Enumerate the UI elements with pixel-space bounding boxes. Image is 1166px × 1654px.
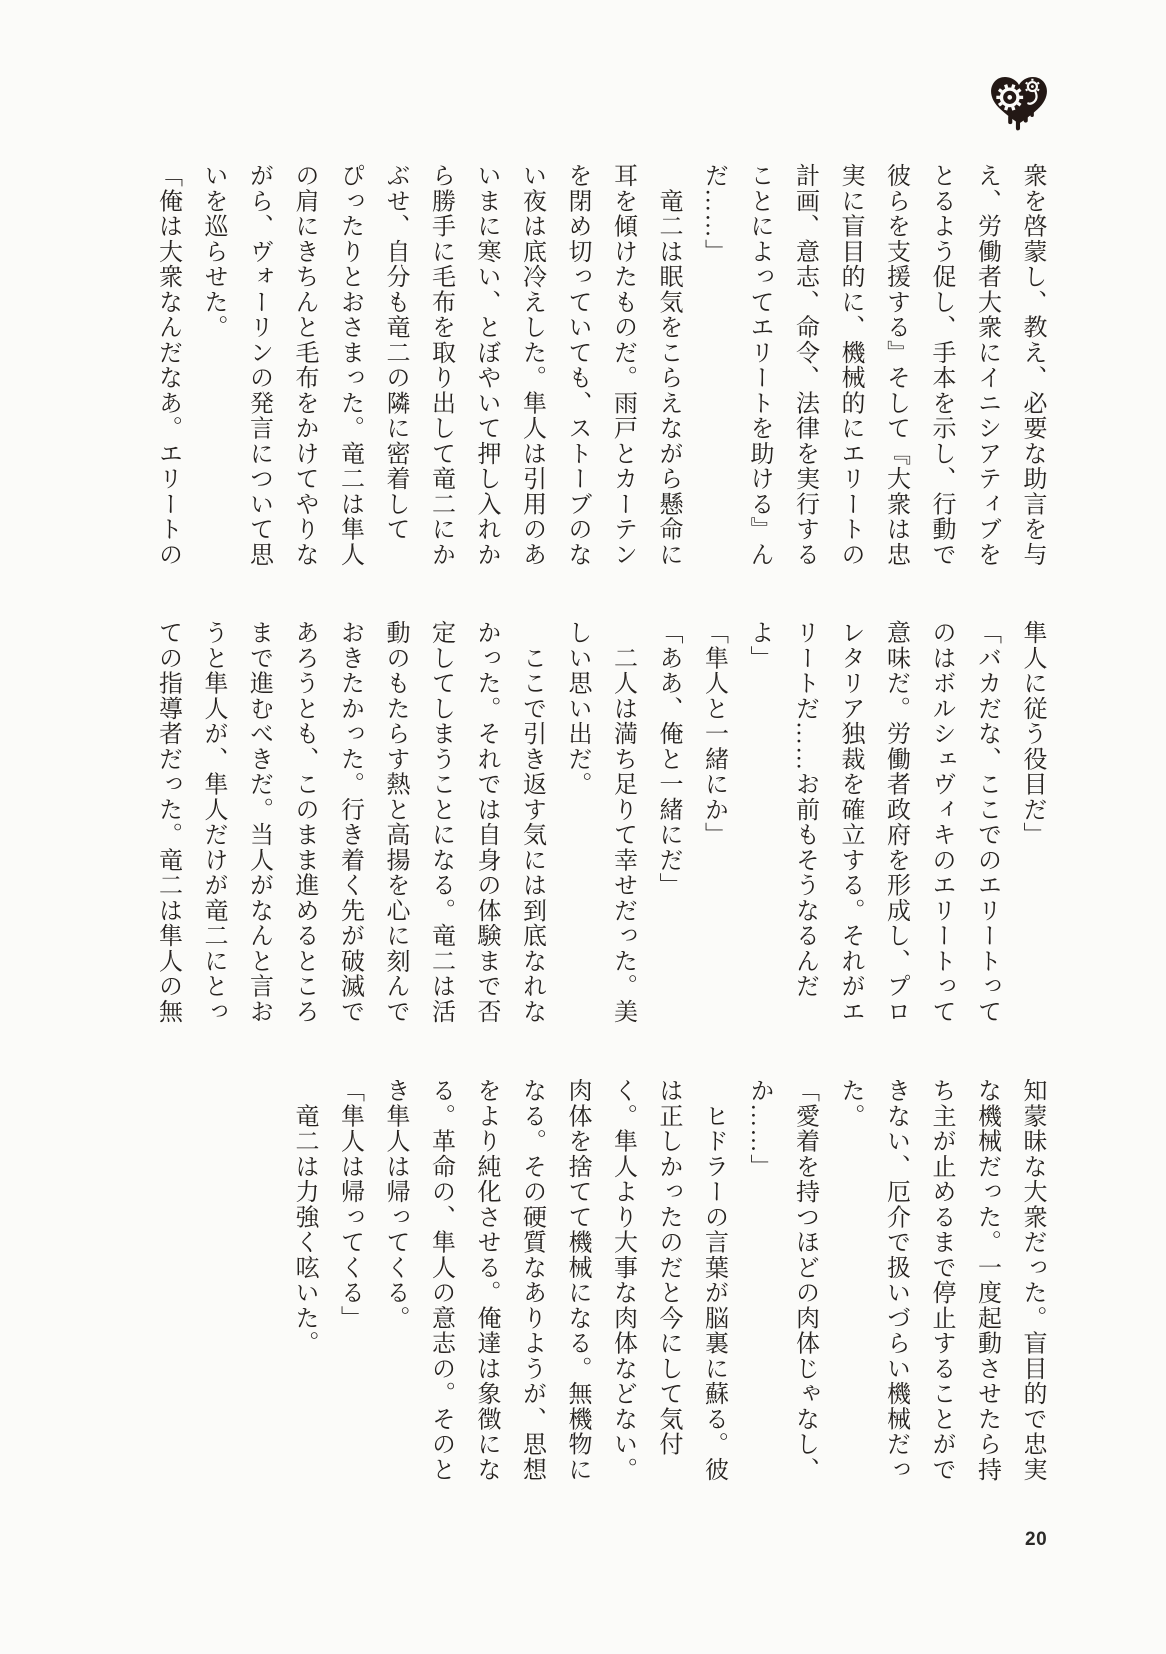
text-band-middle <box>144 620 1054 1030</box>
text-column: 竜二は力強く呟いた。 <box>291 1078 317 1356</box>
text-column: 「ああ、俺と一緒にだ」 <box>655 620 681 898</box>
text-column: 「隼人は帰ってくる」 <box>336 1078 363 1331</box>
text-column: いまに寒い、とぼやいて押し入れか <box>473 163 499 567</box>
text-column: 耳を傾けたものだ。雨戸とカーテン <box>609 163 636 567</box>
text-column: か……」 <box>746 1078 772 1179</box>
text-column: 「愛着を持つほどの肉体じゃなし、 <box>791 1078 818 1482</box>
text-column: い夜は底冷えした。隼人は引用のあ <box>518 163 545 567</box>
text-band-bottom <box>281 1078 1055 1488</box>
text-column: きない、厄介で扱いづらい機械だっ <box>882 1078 909 1482</box>
text-column: く。隼人より大事な肉体などない。 <box>609 1078 636 1482</box>
text-column: は正しかったのだと今にして気付 <box>655 1078 681 1457</box>
text-column: だ……」 <box>700 163 727 264</box>
text-column: 計画、意志、命令、法律を実行する <box>791 163 818 567</box>
heart-gear-logo-icon <box>985 71 1053 132</box>
text-column: ここで引き返す気には到底なれな <box>518 620 545 1024</box>
text-column: 定してしまうことになる。竜二は活 <box>427 620 454 1024</box>
text-column: とるよう促し、手本を示し、行動で <box>928 163 954 567</box>
text-column: 彼らを支援する』そして『大衆は忠 <box>882 163 909 567</box>
text-column: 知蒙昧な大衆だった。盲目的で忠実 <box>1019 1078 1045 1482</box>
text-column: 衆を啓蒙し、教え、必要な助言を与 <box>1019 163 1045 567</box>
text-column: 肉体を捨てて機械になる。無機物に <box>564 1078 590 1482</box>
text-column: ことによってエリートを助ける』ん <box>746 163 772 567</box>
page-number: 20 <box>1025 1529 1048 1550</box>
text-column: をより純化させる。俺達は象徴にな <box>473 1078 499 1482</box>
text-column: る。革命の、隼人の意志の。そのと <box>427 1078 454 1482</box>
text-column: 竜二は眠気をこらえながら懸命に <box>655 163 681 567</box>
text-band-top <box>144 163 1054 573</box>
text-column: 「バカだな、ここでのエリートって <box>973 620 1000 1024</box>
text-column: 隼人に従う役目だ」 <box>1019 620 1045 848</box>
text-column: ち主が止めるまで停止することがで <box>928 1078 954 1482</box>
text-column: リートだ……お前もそうなるんだ <box>791 620 818 999</box>
text-column: あろうとも、このまま進めるところ <box>291 620 317 1024</box>
text-column: な機械だった。一度起動させたら持 <box>973 1078 1000 1482</box>
text-column: を閉め切っていても、ストーブのな <box>564 163 590 567</box>
text-column: え、労働者大衆にイニシアティブを <box>973 163 1000 567</box>
text-column: 二人は満ち足りて幸せだった。美 <box>609 620 636 1024</box>
text-column: 「俺は大衆なんだなあ。エリートの <box>154 163 181 567</box>
text-column: の肩にきちんと毛布をかけてやりな <box>291 163 317 567</box>
text-column: よ」 <box>746 620 772 671</box>
text-column: 実に盲目的に、機械的にエリートの <box>837 163 863 567</box>
text-column: まで進むべきだ。当人がなんと言お <box>245 620 272 1024</box>
text-column: ぴったりとおさまった。竜二は隼人 <box>336 163 363 567</box>
text-column: レタリア独裁を確立する。それがエ <box>837 620 863 1024</box>
text-column: ての指導者だった。竜二は隼人の無 <box>154 620 181 1024</box>
text-column: ヒドラーの言葉が脳裏に蘇る。彼 <box>700 1078 727 1482</box>
text-column: き隼人は帰ってくる。 <box>382 1078 408 1331</box>
text-column: なる。その硬質なありようが、思想 <box>518 1078 545 1482</box>
text-column: おきたかった。行き着く先が破滅で <box>336 620 363 1024</box>
text-column: しい思い出だ。 <box>564 620 590 797</box>
text-column: 意味だ。労働者政府を形成し、プロ <box>882 620 909 1024</box>
text-column: ら勝手に毛布を取り出して竜二にか <box>427 163 454 567</box>
text-column: がら、ヴォーリンの発言について思 <box>245 163 272 567</box>
text-column: た。 <box>837 1078 863 1129</box>
text-column: のはボルシェヴィキのエリートって <box>928 620 954 1024</box>
text-column: 「隼人と一緒にか」 <box>700 620 727 848</box>
text-column: うと隼人が、隼人だけが竜二にとっ <box>200 620 226 1024</box>
text-column: ぶせ、自分も竜二の隣に密着して <box>382 163 408 542</box>
text-column: かった。それでは自身の体験まで否 <box>473 620 499 1024</box>
text-column: いを巡らせた。 <box>200 163 226 340</box>
text-column: 動のもたらす熱と高揚を心に刻んで <box>382 620 408 1024</box>
